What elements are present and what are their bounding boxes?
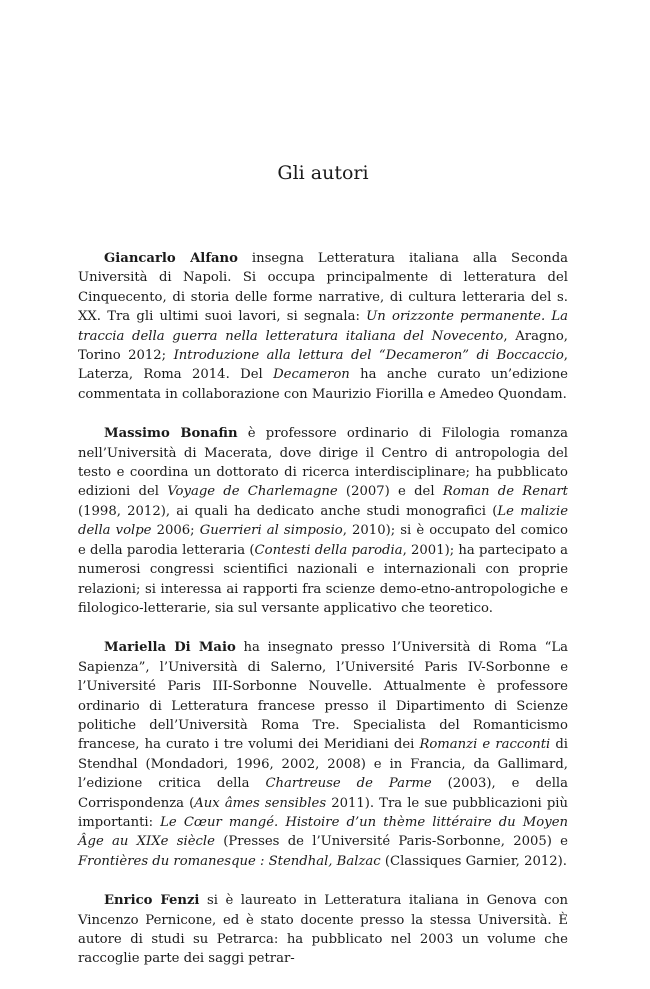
bio-text: (2007) e del — [337, 484, 443, 500]
bio-text: , 2010); si è occupato del comico e della parodia letteraria ( — [78, 523, 568, 558]
author-name: Enrico Fenzi — [104, 893, 200, 909]
bio-text: si è laureato in Letteratura italiana in Genova con Vincenzo Pernicone, ed è stato docente presso la stessa Università. È autore di studi su Petrarca: ha pubblicato nel 2003 un volume che raccoglie parte dei saggi petrar- — [78, 893, 568, 967]
bio-text: (2003), e della Corrispondenza ( — [78, 776, 569, 811]
bio-italic-text: Le malizie della volpe — [78, 503, 569, 539]
bio-text: (1998, 2012), ai quali ha dedicato anche studi monografici ( — [78, 503, 498, 519]
bio-italic-text: Frontières du romanesque : Stendhal, Balzac — [78, 853, 381, 869]
author-name: Massimo Bonafin — [104, 426, 238, 442]
author-bios — [78, 249, 568, 989]
bio-text: , Laterza, Roma 2014. Del — [78, 348, 568, 383]
author-name: Giancarlo Alfano — [104, 251, 238, 266]
page-title: Gli autori — [277, 162, 369, 184]
bio-text: 2011). Tra le sue pubblicazioni più importanti: — [78, 795, 569, 830]
bio-text: (Presses de l’Université Paris-Sorbonne, 2005) e — [214, 834, 568, 850]
bio-text: ha insegnato presso l’Università di Roma “La Sapienza”, l’Università di Salerno, l’Université Paris IV-Sorbonne e l’Université Paris III-Sorbonne Nouvelle. Attualmente è professore ordinario di Letteratura francese presso il Dipartimento di Scienze politiche dell’Università Roma Tre. Specialista del Romanticismo francese, ha curato i tre volumi dei Meridiani dei — [78, 640, 568, 753]
bio-italic-text: Decameron — [273, 367, 350, 383]
bio-italic-text: Guerrieri al simposio — [199, 523, 343, 539]
bio-italic-text: Le Cœur mangé. Histoire d’un thème littéraire du Moyen Âge au XIXe siècle — [78, 814, 568, 850]
bio-italic-text: Contesti della parodia — [254, 542, 403, 558]
bio-text: , Aragno, Torino 2012; — [78, 328, 569, 364]
author-bio — [78, 891, 568, 969]
bio-italic-text: Aux âmes sensibles — [194, 795, 327, 811]
bio-text: è professore ordinario di Filologia romanza nell’Università di Macerata, dove dirige il Centro di antropologia del testo e coordina un dottorato di ricerca interdisciplinare; ha pubblicato edizioni del — [78, 426, 568, 500]
bio-text: 2006; — [151, 523, 200, 539]
bio-italic-text: Voyage de Charlemagne — [167, 484, 338, 500]
bio-text: , 2001); ha partecipato a numerosi congressi scientifici nazionali e internazionali con proprie relazioni; si interessa ai rapporti fra scienze demo-etno-antropologiche e filologico-letterarie, sia sul versante applicativo che teoretico. — [78, 542, 568, 616]
author-bio — [78, 638, 568, 871]
bio-italic-text: Romanzi e racconti — [419, 737, 551, 753]
author-bio — [78, 424, 568, 618]
bio-italic-text: Introduzione alla lettura del “Decameron” di Boccaccio — [173, 348, 564, 364]
bio-italic-text: Un orizzonte permanente. La traccia della guerra nella letteratura italiana del Novecento — [78, 309, 568, 344]
author-bio — [78, 249, 568, 404]
bio-italic-text: Roman de Renart — [442, 484, 568, 500]
author-name: Mariella Di Maio — [104, 640, 236, 656]
bio-italic-text: Chartreuse de Parme — [265, 776, 432, 792]
bio-text: insegna Letteratura italiana alla Seconda Università di Napoli. Si occupa principalmente di letteratura del Cinquecento, di storia delle forme narrative, di cultura letteraria del s. XX. Tra gli ultimi suoi lavori, si segnala: — [78, 251, 568, 325]
bio-text: ha anche curato un’edizione commentata in collaborazione con Maurizio Fiorilla e Amedeo Quondam. — [78, 367, 568, 402]
bio-text: di Stendhal (Mondadori, 1996, 2002, 2008) e in Francia, da Gallimard, l’edizione critica della — [78, 737, 568, 792]
bio-text: (Classiques Garnier, 2012). — [380, 853, 567, 869]
